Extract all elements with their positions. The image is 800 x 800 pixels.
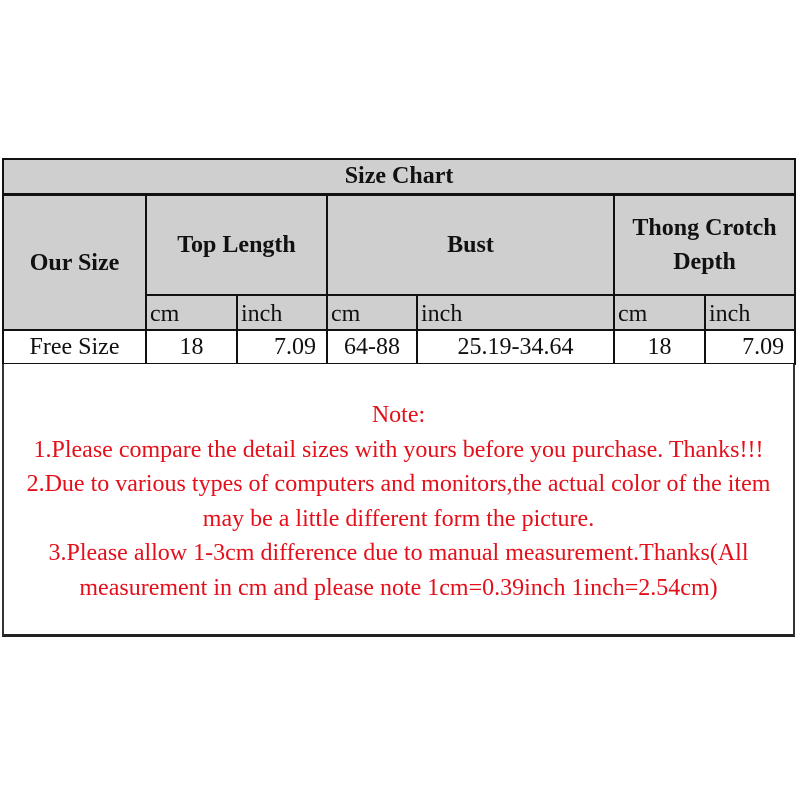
- note-box: [2, 364, 795, 637]
- cell-top-length-cm: 18: [146, 330, 237, 364]
- unit-bust-cm: cm: [327, 295, 417, 330]
- table-title: Size Chart: [3, 159, 795, 195]
- cell-bust-inch: 25.19-34.64: [417, 330, 614, 364]
- header-thong-crotch-depth: Thong Crotch Depth: [614, 195, 795, 296]
- cell-size: Free Size: [3, 330, 146, 364]
- note-line-3: 3.Please allow 1-3cm difference due to manual measurement.Thanks(All measurement in cm and please note 1cm=0.39inch 1inch=2.54cm): [48, 540, 749, 601]
- cell-bust-cm: 64-88: [327, 330, 417, 364]
- unit-thong-cm: cm: [614, 295, 705, 330]
- unit-thong-inch: inch: [705, 295, 795, 330]
- note-line-2: 2.Due to various types of computers and monitors,the actual color of the item may be a little different form the picture.: [26, 471, 771, 532]
- unit-top-length-cm: cm: [146, 295, 237, 330]
- header-bust: Bust: [327, 195, 614, 296]
- unit-bust-inch: inch: [417, 295, 614, 330]
- header-top-length: Top Length: [146, 195, 327, 296]
- note-line-1: 1.Please compare the detail sizes with yours before you purchase. Thanks!!!: [33, 436, 764, 463]
- header-our-size: Our Size: [3, 195, 146, 331]
- size-chart: [2, 158, 794, 365]
- note-heading: Note:: [371, 402, 426, 428]
- size-chart-table: [2, 158, 796, 365]
- cell-top-length-inch: 7.09: [237, 330, 327, 364]
- table-row: [3, 330, 795, 364]
- unit-top-length-inch: inch: [237, 295, 327, 330]
- cell-thong-cm: 18: [614, 330, 705, 364]
- cell-thong-inch: 7.09: [705, 330, 795, 364]
